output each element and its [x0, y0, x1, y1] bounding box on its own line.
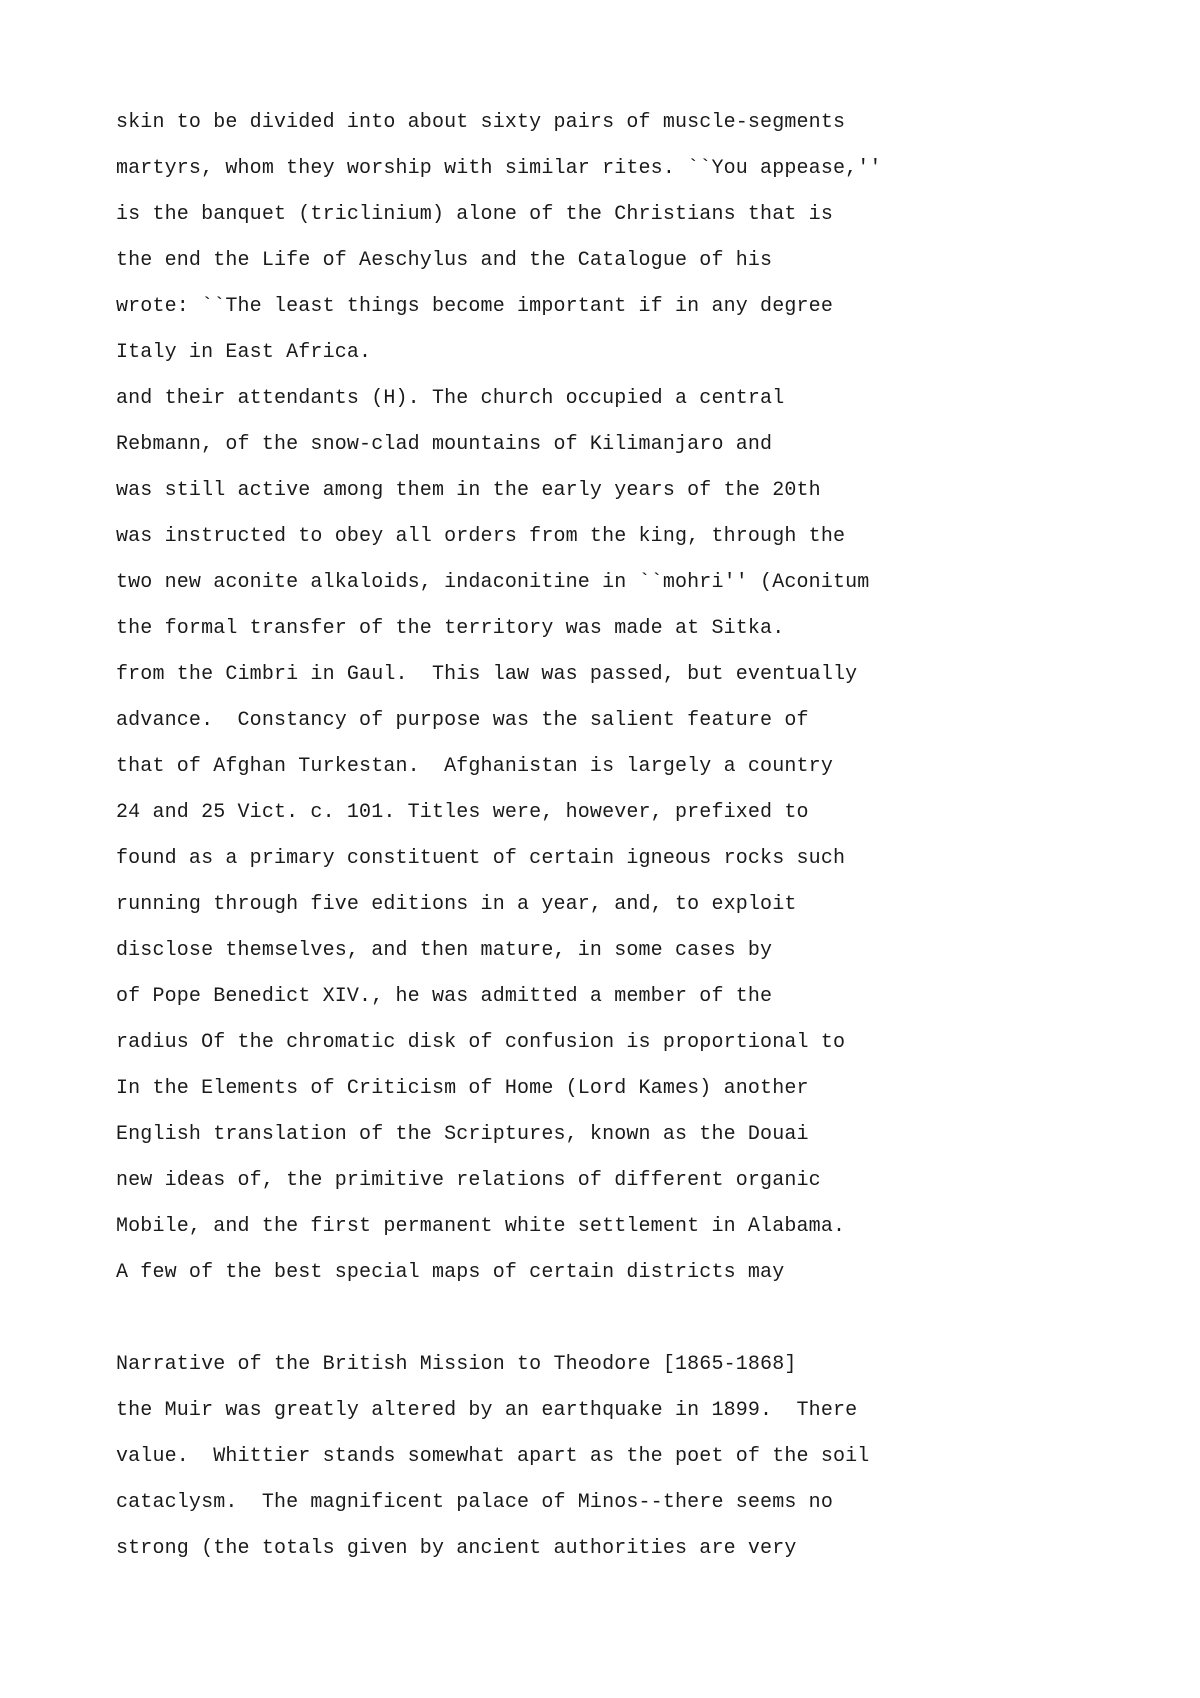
text-line: English translation of the Scriptures, known as the Douai — [116, 1123, 809, 1146]
text-line: the formal transfer of the territory was made at Sitka. — [116, 617, 785, 640]
text-line: cataclysm. The magnificent palace of Minos--there seems no — [116, 1491, 833, 1514]
text-line: advance. Constancy of purpose was the salient feature of — [116, 709, 809, 732]
text-line: Mobile, and the first permanent white settlement in Alabama. — [116, 1215, 846, 1238]
text-line: is the banquet (triclinium) alone of the Christians that is — [116, 203, 833, 226]
text-line: was instructed to obey all orders from the king, through the — [116, 525, 846, 548]
text-line: two new aconite alkaloids, indaconitine in ``mohri'' (Aconitum — [116, 571, 870, 594]
text-line: new ideas of, the primitive relations of different organic — [116, 1169, 821, 1192]
text-line: A few of the best special maps of certain districts may — [116, 1261, 785, 1284]
text-line: Italy in East Africa. — [116, 341, 372, 364]
text-line: from the Cimbri in Gaul. This law was passed, but eventually — [116, 663, 858, 686]
text-line: wrote: ``The least things become important if in any degree — [116, 295, 833, 318]
text-line: of Pope Benedict XIV., he was admitted a member of the — [116, 985, 773, 1008]
text-line: radius Of the chromatic disk of confusion is proportional to — [116, 1031, 846, 1054]
text-line: the end the Life of Aeschylus and the Catalogue of his — [116, 249, 773, 272]
text-line: 24 and 25 Vict. c. 101. Titles were, however, prefixed to — [116, 801, 809, 824]
text-line: skin to be divided into about sixty pairs of muscle-segments — [116, 111, 846, 134]
text-line: that of Afghan Turkestan. Afghanistan is largely a country — [116, 755, 833, 778]
text-line: running through five editions in a year, and, to exploit — [116, 893, 797, 916]
text-line: and their attendants (H). The church occupied a central — [116, 387, 785, 410]
blank-line — [116, 1306, 1116, 1352]
text-line: Narrative of the British Mission to Theodore [1865-1868] — [116, 1353, 797, 1376]
text-line: found as a primary constituent of certain igneous rocks such — [116, 847, 846, 870]
text-line: Rebmann, of the snow-clad mountains of Kilimanjaro and — [116, 433, 773, 456]
text-line: strong (the totals given by ancient authorities are very — [116, 1537, 797, 1560]
text-line: was still active among them in the early years of the 20th — [116, 479, 821, 502]
text-body — [116, 110, 1116, 1582]
text-line: martyrs, whom they worship with similar rites. ``You appease,'' — [116, 157, 882, 180]
text-line: the Muir was greatly altered by an earthquake in 1899. There — [116, 1399, 858, 1422]
text-line: disclose themselves, and then mature, in some cases by — [116, 939, 773, 962]
text-line: value. Whittier stands somewhat apart as the poet of the soil — [116, 1445, 870, 1468]
text-line: In the Elements of Criticism of Home (Lord Kames) another — [116, 1077, 809, 1100]
